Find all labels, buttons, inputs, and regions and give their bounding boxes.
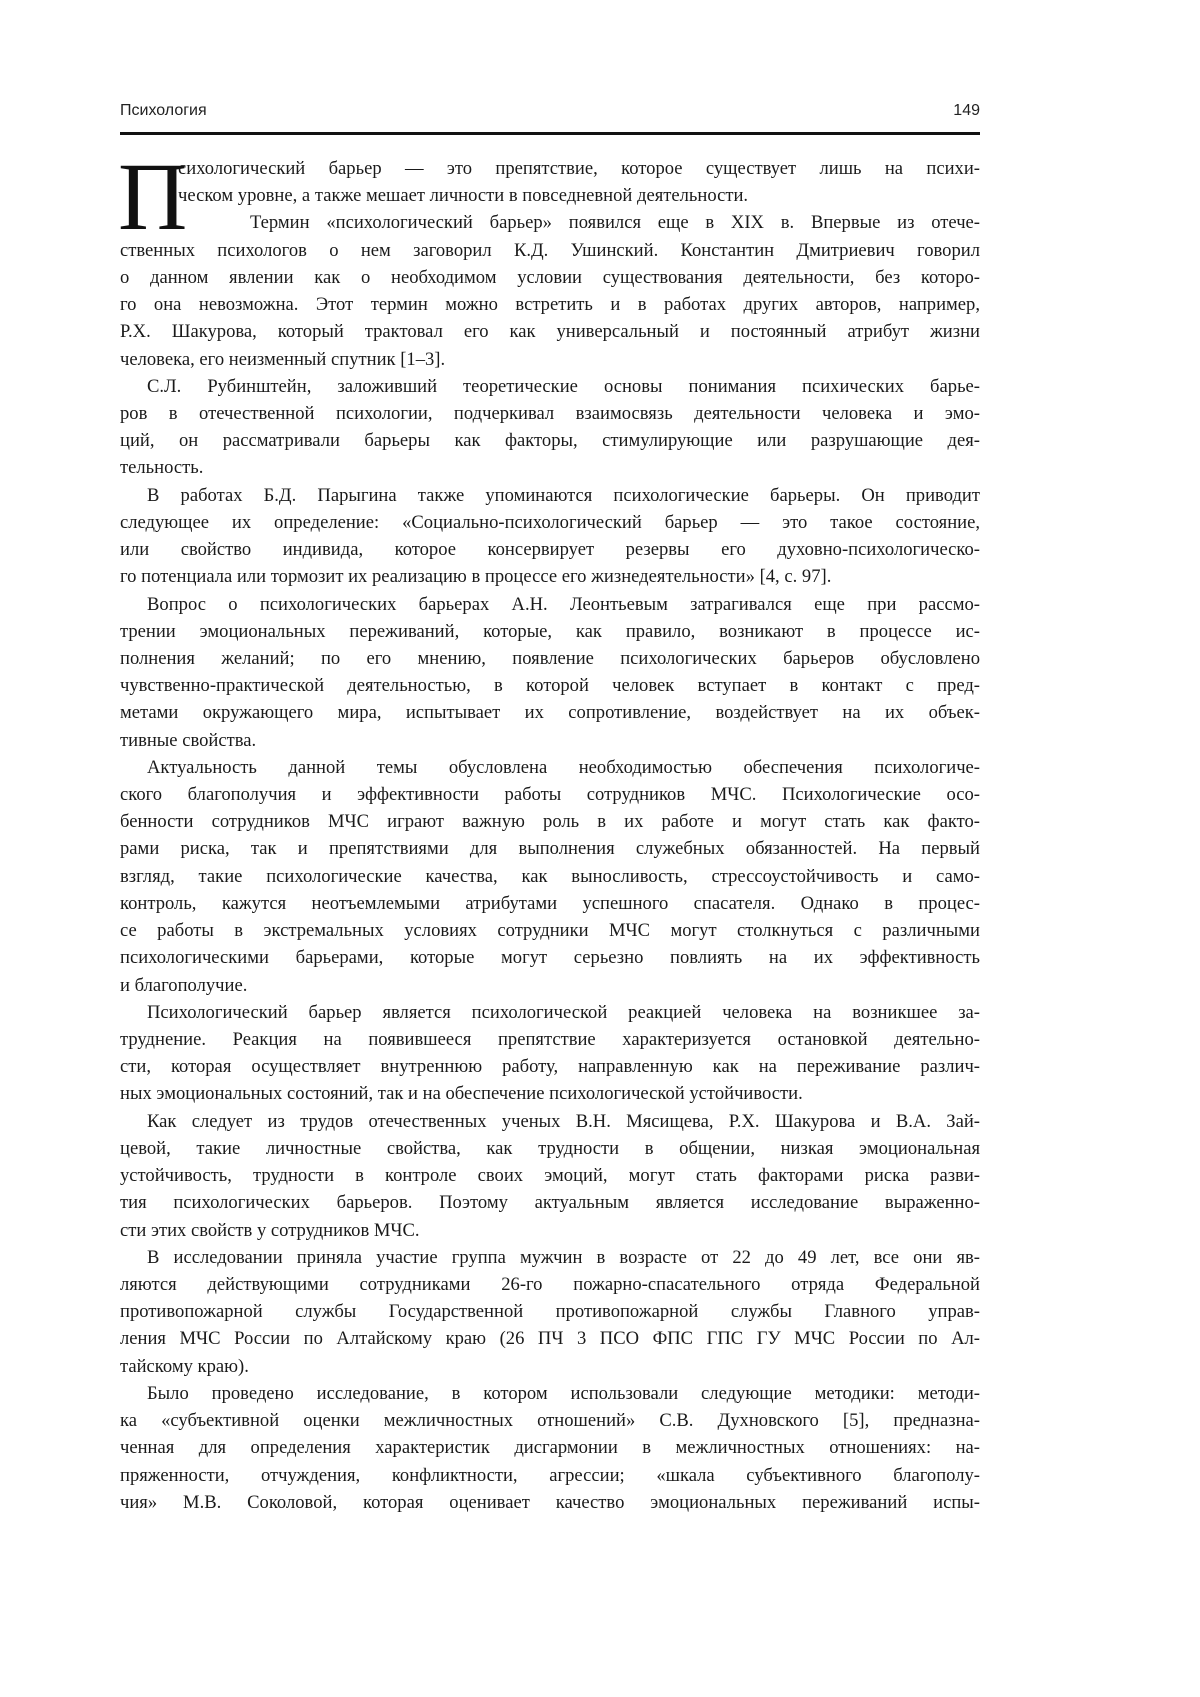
paragraph bbox=[120, 209, 980, 372]
text-line: Термин «психологический барьер» появился еще в XIX в. Впервые из отече- bbox=[120, 209, 980, 236]
text-line: ка «субъективной оценки межличностных отношений» С.В. Духновского [5], предназна- bbox=[120, 1407, 980, 1434]
text-line: или свойство индивида, которое консервирует резервы его духовно-психологическо- bbox=[120, 536, 980, 563]
text-line: бенности сотрудников МЧС играют важную роль в их работе и могут стать как факто- bbox=[120, 808, 980, 835]
text-line: тия психологических барьеров. Поэтому актуальным является исследование выраженно- bbox=[120, 1189, 980, 1216]
running-header bbox=[120, 102, 980, 120]
text-line: ского благополучия и эффективности работы сотрудников МЧС. Психологические осо- bbox=[120, 781, 980, 808]
text-line: ственных психологов о нем заговорил К.Д. Ушинский. Константин Дмитриевич говорил bbox=[120, 237, 980, 264]
text-line: чия» М.В. Соколовой, которая оценивает качество эмоциональных переживаний испы- bbox=[120, 1489, 980, 1516]
text-line: тельность. bbox=[120, 454, 980, 481]
paragraph bbox=[120, 482, 980, 591]
text-line: противопожарной службы Государственной противопожарной службы Главного управ- bbox=[120, 1298, 980, 1325]
text-line: полнения желаний; по его мнению, появление психологических барьеров обусловлено bbox=[120, 645, 980, 672]
page-number: 149 bbox=[953, 102, 980, 120]
text-line: и благополучие. bbox=[120, 972, 980, 999]
text-line: ченная для определения характеристик дисгармонии в межличностных отношениях: на- bbox=[120, 1434, 980, 1461]
text-line: контроль, кажутся неотъемлемыми атрибутами успешного спасателя. Однако в процес- bbox=[120, 890, 980, 917]
text-line: о данном явлении как о необходимом условии существования деятельности, без которо- bbox=[120, 264, 980, 291]
text-line: тивные свойства. bbox=[120, 727, 980, 754]
paragraph bbox=[120, 591, 980, 754]
text-line: рами риска, так и препятствиями для выполнения служебных обязанностей. На первый bbox=[120, 835, 980, 862]
text-line: В работах Б.Д. Парыгина также упоминаются психологические барьеры. Он приводит bbox=[120, 482, 980, 509]
text-line: Было проведено исследование, в котором использовали следующие методики: методи- bbox=[120, 1380, 980, 1407]
paragraph bbox=[120, 1244, 980, 1380]
text-line: труднение. Реакция на появившееся препятствие характеризуется остановкой деятельно- bbox=[120, 1026, 980, 1053]
text-line: Психологический барьер является психологической реакцией человека на возникшее за- bbox=[120, 999, 980, 1026]
text-line: тайскому краю). bbox=[120, 1353, 980, 1380]
text-line: В исследовании приняла участие группа мужчин в возрасте от 22 до 49 лет, все они яв- bbox=[120, 1244, 980, 1271]
text-line: Как следует из трудов отечественных ученых В.Н. Мясищева, Р.Х. Шакурова и В.А. Зай- bbox=[120, 1108, 980, 1135]
paragraph bbox=[120, 1380, 980, 1516]
text-line: го потенциала или тормозит их реализацию в процессе его жизнедеятельности» [4, с. 97]. bbox=[120, 563, 980, 590]
text-line: ляются действующими сотрудниками 26-го пожарно-спасательного отряда Федеральной bbox=[120, 1271, 980, 1298]
paragraph bbox=[120, 999, 980, 1108]
text-line: С.Л. Рубинштейн, заложивший теоретические основы понимания психических барье- bbox=[120, 373, 980, 400]
header-rule bbox=[120, 132, 980, 135]
text-line: взгляд, такие психологические качества, как выносливость, стрессоустойчивость и само- bbox=[120, 863, 980, 890]
text-line: трении эмоциональных переживаний, которые, как правило, возникают в процессе ис- bbox=[120, 618, 980, 645]
text-line: Актуальность данной темы обусловлена необходимостью обеспечения психологиче- bbox=[120, 754, 980, 781]
paragraph bbox=[120, 1108, 980, 1244]
paragraph bbox=[120, 754, 980, 999]
text-line: ций, он рассматривали барьеры как факторы, стимулирующие или разрушающие дея- bbox=[120, 427, 980, 454]
text-line: метами окружающего мира, испытывает их сопротивление, воздействует на их объек- bbox=[120, 699, 980, 726]
text-line: ческом уровне, а также мешает личности в повседневной деятельности. bbox=[120, 182, 980, 209]
text-line: чувственно-практической деятельностью, в которой человек вступает в контакт с пред- bbox=[120, 672, 980, 699]
text-line: устойчивость, трудности в контроле своих эмоций, могут стать факторами риска разви- bbox=[120, 1162, 980, 1189]
text-line: человека, его неизменный спутник [1–3]. bbox=[120, 346, 980, 373]
text-line: се работы в экстремальных условиях сотрудники МЧС могут столкнуться с различными bbox=[120, 917, 980, 944]
text-line: го она невозможна. Этот термин можно встретить и в работах других авторов, например, bbox=[120, 291, 980, 318]
drop-cap: П bbox=[118, 159, 187, 235]
text-line: ления МЧС России по Алтайскому краю (26 ПЧ 3 ПСО ФПС ГПС ГУ МЧС России по Ал- bbox=[120, 1325, 980, 1352]
text-line: сихологический барьер — это препятствие, которое существует лишь на психи- bbox=[120, 155, 980, 182]
section-title: Психология bbox=[120, 102, 207, 119]
text-line: психологическими барьерами, которые могут серьезно повлиять на их эффективность bbox=[120, 944, 980, 971]
text-line: сти, которая осуществляет внутреннюю работу, направленную как на переживание различ- bbox=[120, 1053, 980, 1080]
text-line: сти этих свойств у сотрудников МЧС. bbox=[120, 1217, 980, 1244]
paragraph bbox=[120, 373, 980, 482]
text-line: следующее их определение: «Социально-психологический барьер — это такое состояние, bbox=[120, 509, 980, 536]
text-line: Вопрос о психологических барьерах А.Н. Леонтьевым затрагивался еще при рассмо- bbox=[120, 591, 980, 618]
text-line: Р.Х. Шакурова, который трактовал его как универсальный и постоянный атрибут жизни bbox=[120, 318, 980, 345]
text-line: ных эмоциональных состояний, так и на обеспечение психологической устойчивости. bbox=[120, 1080, 980, 1107]
paragraph bbox=[120, 155, 980, 209]
text-line: ров в отечественной психологии, подчеркивал взаимосвязь деятельности человека и эмо- bbox=[120, 400, 980, 427]
article-body bbox=[120, 155, 980, 1516]
text-line: пряженности, отчуждения, конфликтности, агрессии; «шкала субъективного благополу- bbox=[120, 1462, 980, 1489]
text-line: цевой, такие личностные свойства, как трудности в общении, низкая эмоциональная bbox=[120, 1135, 980, 1162]
